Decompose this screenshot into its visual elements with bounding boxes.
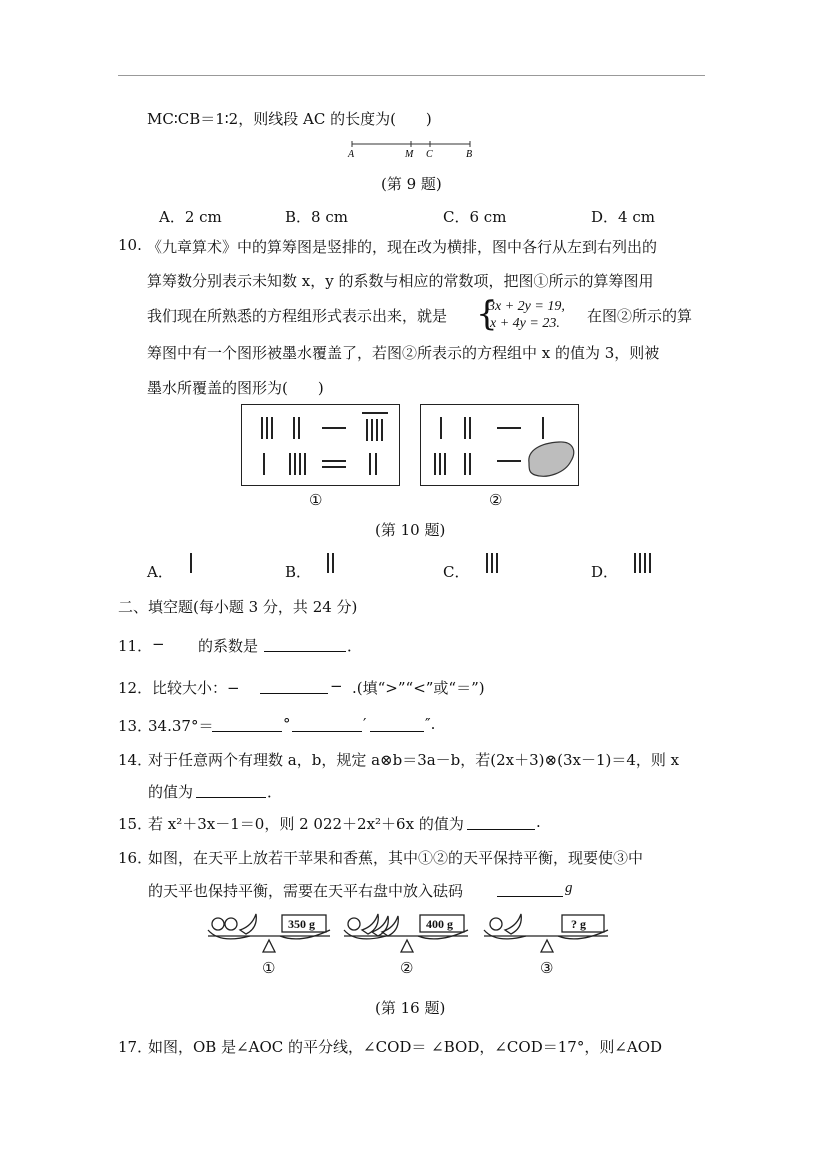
q14-line1: 对于任意两个有理数 a，b，规定 a⊗b＝3a－b，若(2x＋3)⊗(3x－1)＝4，则 x	[148, 751, 680, 769]
q12-text-a: 比较大小：−	[152, 679, 240, 697]
balance-label-3: ③	[540, 959, 554, 977]
q13-degree-symbol: °	[283, 715, 291, 733]
counting-rod	[327, 553, 329, 573]
q14-line2b: ．	[267, 783, 283, 801]
q10-option-a[interactable]: A．	[147, 563, 173, 581]
counting-rod-figure-1	[241, 404, 400, 486]
q10-option-a-rods	[190, 553, 210, 575]
q15-number: 15．	[118, 815, 153, 833]
q11-answer-blank[interactable]	[264, 637, 346, 656]
q13-minute-symbol: ′	[363, 715, 367, 733]
q14-number: 14．	[118, 751, 153, 769]
q10-option-c[interactable]: C．	[443, 563, 470, 581]
counting-rod	[644, 553, 646, 573]
counting-rod	[639, 553, 641, 573]
counting-rod	[486, 553, 488, 573]
q12-text-c: .(填“>”“<”或“＝”)	[352, 679, 485, 697]
q13-number: 13．	[118, 717, 153, 735]
q16-line1: 如图，在天平上放若干苹果和香蕉，其中①②的天平保持平衡，现要使③中	[148, 849, 644, 867]
q10-caption: (第 10 题)	[375, 521, 446, 539]
q15-text: 若 x²＋3x－1＝0，则 2 022＋2x²＋6x 的值为	[148, 815, 464, 833]
q11-minus: −	[152, 635, 165, 653]
figure-label-1: ①	[309, 491, 323, 509]
counting-rod	[332, 553, 334, 573]
q17-number: 17．	[118, 1038, 153, 1056]
q10-line4: 筹图中有一个图形被墨水覆盖了，若图②所表示的方程组中 x 的值为 3，则被	[147, 344, 660, 362]
weight-label-1: 350 g	[288, 917, 315, 931]
q13-second-symbol: ″.	[425, 715, 436, 733]
section-title: 二、填空题(每小题 3 分，共 24 分)	[118, 598, 358, 616]
q15-end: .	[536, 813, 541, 831]
point-label-a: A	[348, 149, 355, 160]
point-label-m: M	[405, 149, 414, 160]
q12-answer-blank[interactable]	[260, 679, 328, 698]
q14-line2a: 的值为	[148, 783, 194, 801]
q9-option-a[interactable]: A．2 cm	[159, 208, 222, 226]
ink-blot-icon	[529, 442, 574, 476]
balance-scales-figure	[200, 910, 620, 980]
q9-caption: (第 9 题)	[381, 175, 442, 193]
counting-rods-2	[421, 405, 578, 485]
q10-line5: 墨水所覆盖的图形为( )	[147, 379, 324, 397]
q10-option-d[interactable]: D．	[591, 563, 619, 581]
q10-option-b-rods	[327, 553, 347, 575]
equation-brace: {	[476, 294, 498, 334]
q13-minute-blank[interactable]	[292, 717, 362, 736]
weight-label-2: 400 g	[426, 917, 453, 931]
q10-option-b[interactable]: B．	[285, 563, 312, 581]
q12-minus: −	[330, 677, 343, 695]
q15-answer-blank[interactable]	[467, 815, 535, 834]
q9-option-d[interactable]: D．4 cm	[591, 208, 655, 226]
point-label-c: C	[426, 149, 433, 160]
point-label-b: B	[466, 149, 473, 160]
counting-rod	[496, 553, 498, 573]
q10-line3a: 我们现在所熟悉的方程组形式表示出来，就是	[147, 307, 448, 325]
figure-label-2: ②	[489, 491, 503, 509]
q17-text: 如图，OB 是∠AOC 的平分线，∠COD＝ ∠BOD，∠COD＝17°，则∠AOD	[148, 1038, 663, 1056]
q16-number: 16．	[118, 849, 153, 867]
q9-segment-figure	[340, 138, 480, 160]
q10-option-d-rods	[634, 553, 658, 575]
q11-number: 11．	[118, 637, 153, 655]
counting-rod-figure-2	[420, 404, 579, 486]
q14-answer-blank[interactable]	[196, 783, 266, 802]
balance-label-2: ②	[400, 959, 414, 977]
q9-option-b[interactable]: B．8 cm	[285, 208, 348, 226]
header-rule	[118, 75, 705, 76]
q13-degree-blank[interactable]	[212, 717, 282, 736]
counting-rod	[649, 553, 651, 573]
q9-option-c[interactable]: C．6 cm	[443, 208, 507, 226]
q16-line2a: 的天平也保持平衡，需要在天平右盘中放入砝码	[148, 882, 464, 900]
q10-number: 10.	[118, 236, 142, 254]
equation-1: 3x + 2y = 19,	[488, 299, 565, 314]
counting-rod	[634, 553, 636, 573]
q12-number: 12．	[118, 679, 153, 697]
q10-line2: 算筹数分别表示未知数 x，y 的系数与相应的常数项，把图①所示的算筹图用	[147, 272, 654, 290]
q10-line1: 《九章算术》中的算筹图是竖排的，现在改为横排，图中各行从左到右列出的	[147, 238, 658, 256]
balance-label-1: ①	[262, 959, 276, 977]
q13-text: 34.37°＝	[148, 717, 214, 735]
q10-line3b: 在图②所示的算	[587, 307, 693, 325]
weight-label-3: ? g	[571, 917, 586, 931]
counting-rod	[491, 553, 493, 573]
counting-rod	[190, 553, 192, 573]
q11-text: 的系数是	[198, 637, 259, 655]
counting-rods-1	[242, 405, 399, 485]
equation-2: x + 4y = 23.	[490, 316, 560, 331]
q16-answer-blank[interactable]	[497, 882, 563, 901]
q10-option-c-rods	[486, 553, 506, 575]
q11-end: ．	[347, 637, 363, 655]
q16-caption: (第 16 题)	[375, 999, 446, 1017]
q9-stem: MC∶CB＝1∶2，则线段 AC 的长度为( )	[147, 110, 432, 128]
q13-second-blank[interactable]	[370, 717, 424, 736]
q16-unit: g	[565, 880, 573, 896]
